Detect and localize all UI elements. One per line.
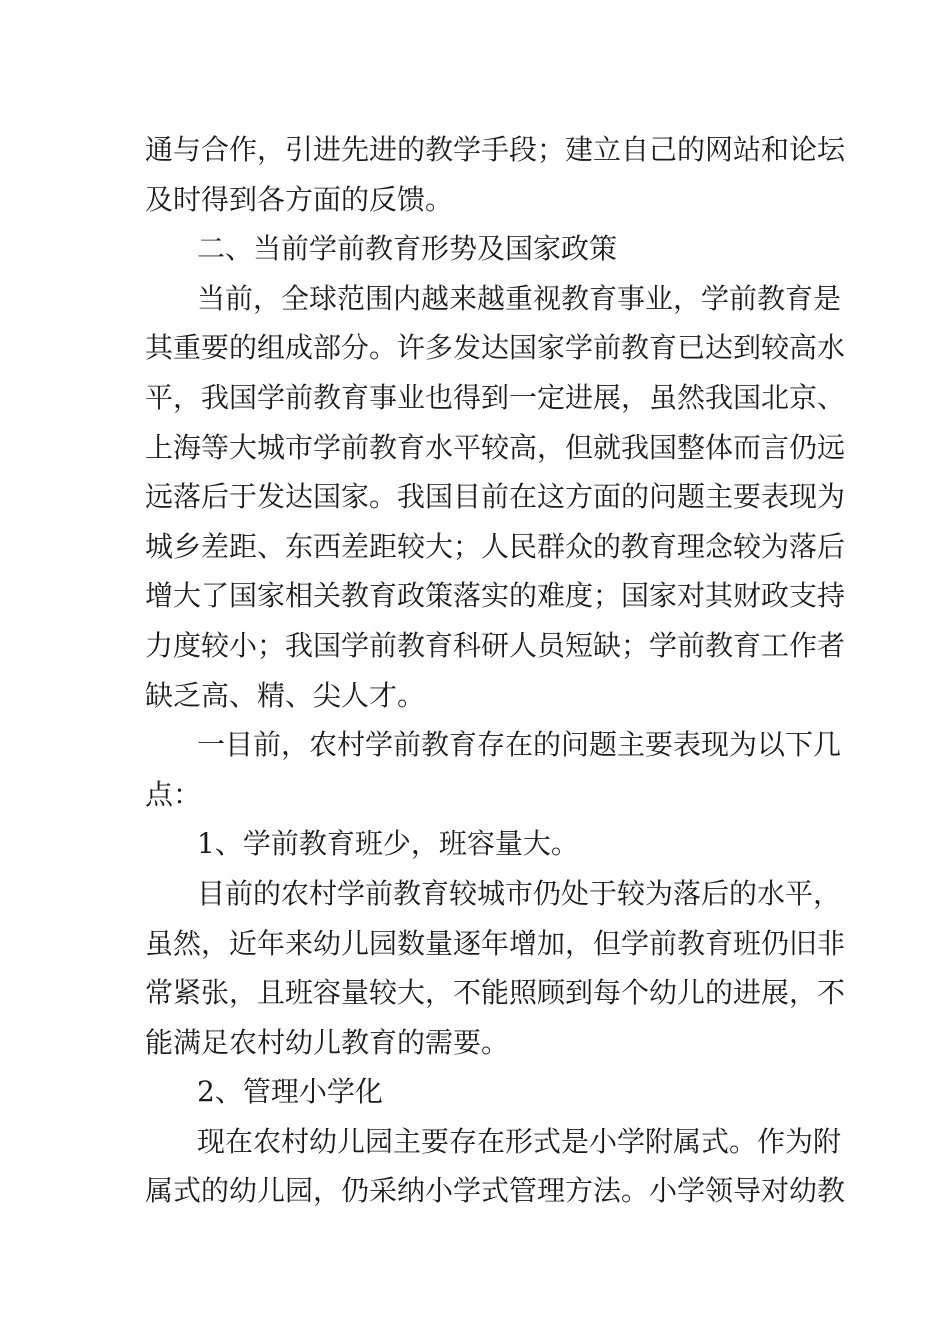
text-line: 一目前，农村学前教育存在的问题主要表现为以下几 (197, 728, 842, 762)
text-line: 缺乏高、精、尖人才。 (145, 678, 426, 712)
text-line: 当前，全球范围内越来越重视教育事业，学前教育是 (197, 281, 842, 315)
text-line: 力度较小；我国学前教育科研人员短缺；学前教育工作者 (145, 628, 846, 662)
text-line: 目前的农村学前教育较城市仍处于较为落后的水平， (197, 876, 842, 910)
subsection-heading: 2、管理小学化 (197, 1075, 383, 1109)
text-line: 虽然，近年来幼儿园数量逐年增加，但学前教育班仍旧非 (145, 926, 846, 960)
text-line: 通与合作，引进先进的教学手段；建立自己的网站和论坛 (145, 133, 846, 166)
section-heading: 二、当前学前教育形势及国家政策 (197, 232, 618, 266)
text-line: 其重要的组成部分。许多发达国家学前教育已达到较高水 (145, 331, 846, 365)
text-line: 增大了国家相关教育政策落实的难度；国家对其财政支持 (145, 579, 846, 613)
text-line: 城乡差距、东西差距较大；人民群众的教育理念较为落后 (145, 529, 846, 563)
text-line: 常紧张，且班容量较大，不能照顾到每个幼儿的进展，不 (145, 976, 846, 1010)
text-line: 现在农村幼儿园主要存在形式是小学附属式。作为附 (197, 1124, 842, 1158)
text-line: 远落后于发达国家。我国目前在这方面的问题主要表现为 (145, 480, 846, 514)
text-line: 点： (145, 777, 202, 811)
text-line: 能满足农村幼儿教育的需要。 (145, 1025, 510, 1059)
text-line: 平，我国学前教育事业也得到一定进展，虽然我国北京、 (145, 380, 846, 414)
document-body (145, 125, 846, 1216)
text-line: 及时得到各方面的反馈。 (145, 182, 454, 216)
text-line: 上海等大城市学前教育水平较高，但就我国整体而言仍远 (145, 430, 846, 464)
subsection-heading: 1、学前教育班少，班容量大。 (197, 827, 579, 861)
text-line: 属式的幼儿园，仍采纳小学式管理方法。小学领导对幼教 (145, 1174, 846, 1208)
